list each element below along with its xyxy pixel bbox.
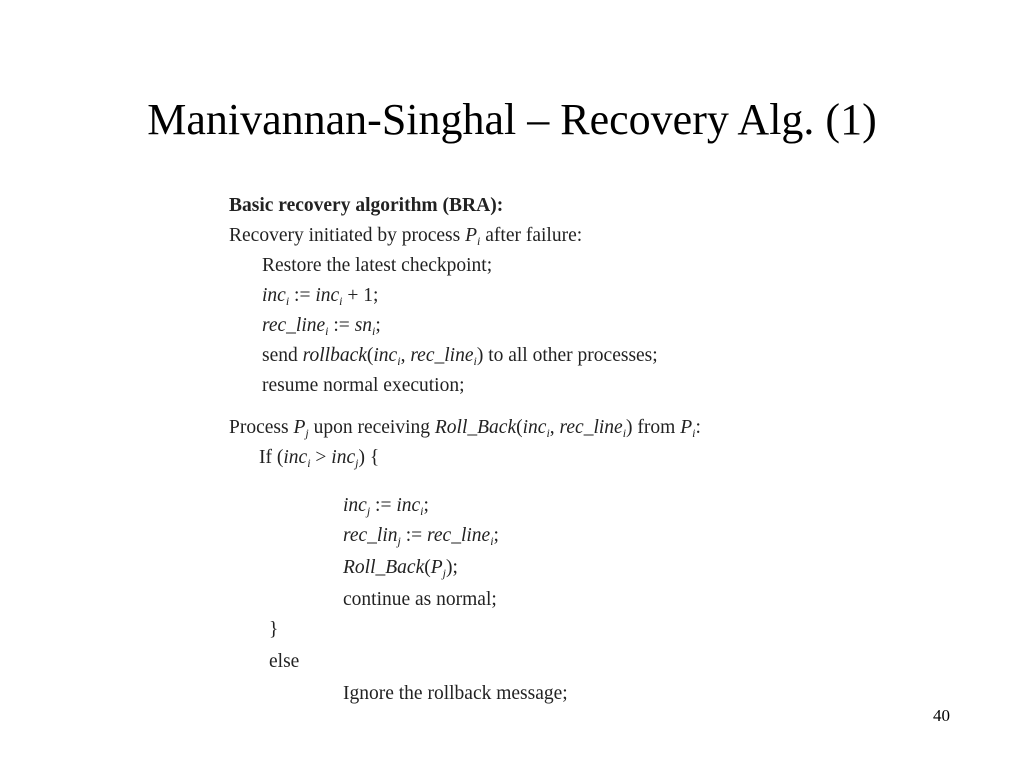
algorithm-line: Recovery initiated by process $P_i$ after failure: xyxy=(229,225,583,248)
slide-title: Manivannan-Singhal – Recovery Alg. (1) xyxy=(147,95,877,144)
algorithm-line: continue as normal; xyxy=(343,589,497,610)
algorithm-line: else xyxy=(269,651,300,672)
algorithm-line: inc$_i$ := inc$_i$ + 1; xyxy=(262,285,379,308)
algorithm-line: } xyxy=(269,619,279,640)
algorithm-line: Process $P_j$ upon receiving Roll_Back(inc$_i$, rec_line$_i$) from $P_i$: xyxy=(229,417,701,440)
page-number: 40 xyxy=(933,706,950,725)
algorithm-line: rec_lin$_j$ := rec_line$_i$; xyxy=(343,525,499,548)
algorithm-line: Ignore the rollback message; xyxy=(343,683,568,704)
algorithm-line: $Roll\_Back(P_j)$; xyxy=(343,557,458,580)
algorithm-line: Restore the latest checkpoint; xyxy=(262,255,493,276)
algorithm-line: rec_line$_i$ := $sn_i$; xyxy=(262,315,381,338)
algorithm-heading: Basic recovery algorithm (BRA): xyxy=(229,195,504,216)
algorithm-line: If (inc$_i$ > inc$_j$) { xyxy=(259,447,380,470)
algorithm-line: resume normal execution; xyxy=(262,375,465,396)
algorithm-line: inc$_j$ := inc$_i$; xyxy=(343,495,429,518)
algorithm-line: send rollback(inc$_i$, rec_line$_i$) to all other processes; xyxy=(262,345,658,368)
